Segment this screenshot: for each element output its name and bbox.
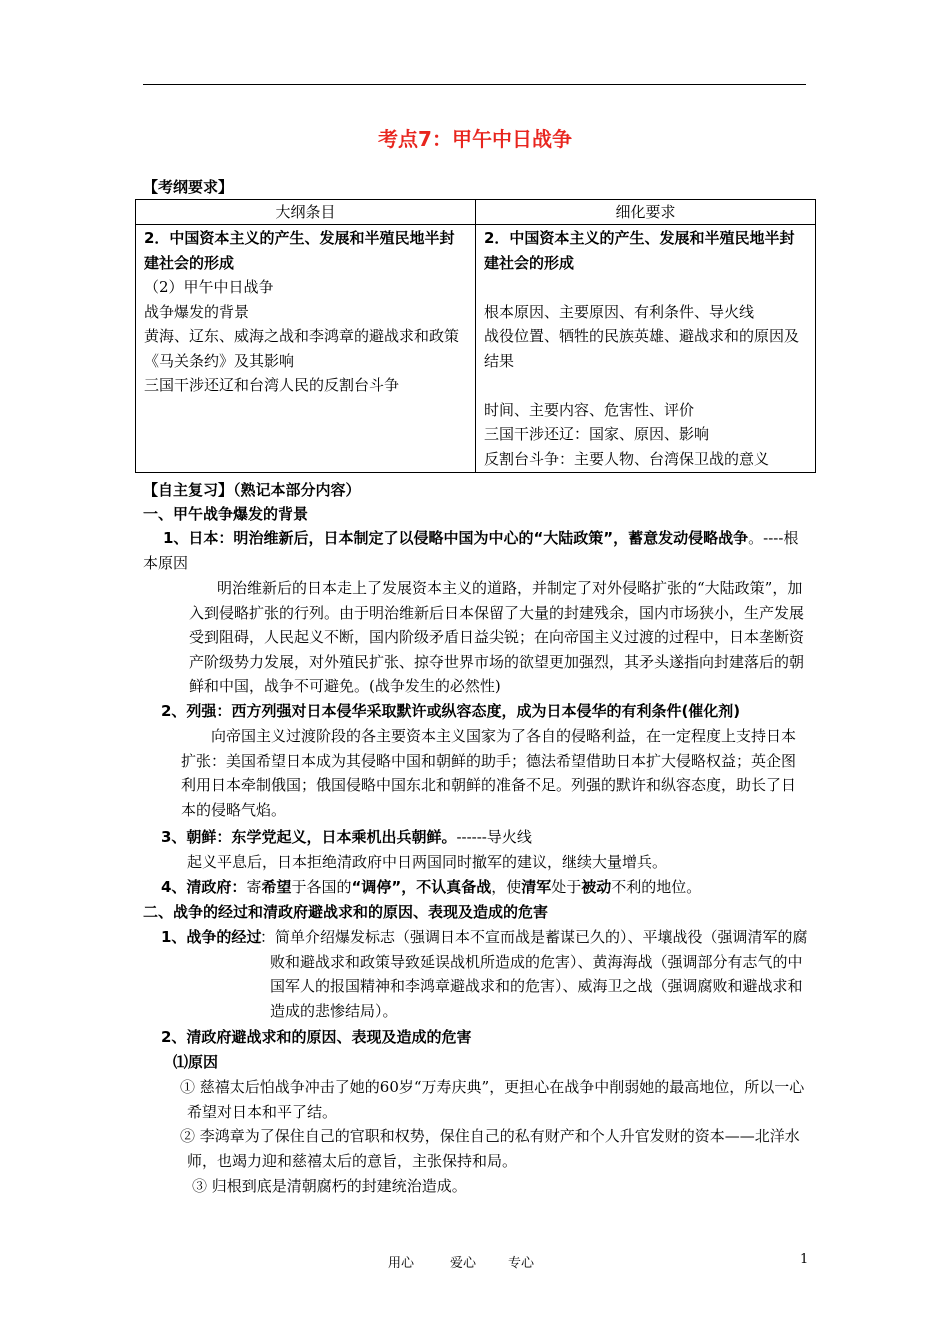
detail-line: 时间、主要内容、危害性、评价 bbox=[484, 400, 695, 419]
point-4-bold: ，不认真备战 bbox=[401, 878, 492, 896]
point-4-text: ，使 bbox=[491, 878, 522, 896]
outline-cell bbox=[136, 225, 476, 473]
s2-2-label: 2、清政府避战求和的原因、表现及造成的危害 bbox=[161, 1028, 472, 1046]
point-1-heading bbox=[143, 526, 813, 575]
point-3-tail: ------导火线 bbox=[456, 828, 532, 846]
point-4-text: 于各国的 bbox=[291, 878, 352, 896]
page-title: 考点7：甲午中日战争 bbox=[378, 127, 572, 151]
point-4-bold: “调停” bbox=[351, 878, 402, 896]
detail-heading: 2．中国资本主义的产生、发展和半殖民地半封建社会的形成 bbox=[484, 229, 795, 272]
outline-line: 《马关条约》及其影响 bbox=[144, 351, 295, 370]
point-2-body: 向帝国主义过渡阶段的各主要资本主义国家为了各自的侵略利益，在一定程度上支持日本扩张：美国希望日本成为其侵略中国和朝鲜的助手；德法希望借助日本扩大侵略权益；英企图利用日本牵制俄国；俄国侵略中国东北和朝鲜的准备不足。列强的默许和纵容态度，助长了日本的侵略气焰。 bbox=[181, 727, 797, 819]
reason-3: ③ 归根到底是清朝腐朽的封建统治造成。 bbox=[192, 1177, 467, 1195]
header-rule bbox=[143, 84, 806, 85]
point-4-text: 不利的地位。 bbox=[611, 878, 702, 896]
kaogang-label: 【考纲要求】 bbox=[143, 178, 234, 196]
section-1-heading: 一、甲午战争爆发的背景 bbox=[143, 505, 309, 523]
point-1-bold: 1、日本：明治维新后，日本制定了以侵略中国为中心的“大陆政策”，蓄意发动侵略战争 bbox=[163, 529, 749, 547]
point-1-body: 明治维新后的日本走上了发展资本主义的道路，并制定了对外侵略扩张的“大陆政策”，加入到侵略扩张的行列。由于明治维新后日本保留了大量的封建残余，国内市场狭小，生产发展受到阻碍，人民起义不断，国内阶级矛盾日益尖锐；在向帝国主义过渡的过程中，日本垄断资产阶级势力发展，对外殖民扩张、掠夺世界市场的欲望更加强烈，其矛头遂指向封建落后的朝鲜和中国，战争不可避免。(战争发生的必然性) bbox=[189, 579, 805, 696]
point-2-heading: 2、列强：西方列强对日本侵华采取默许或纵容态度，成为日本侵华的有利条件(催化剂) bbox=[161, 702, 741, 720]
footer-text: 爱心 bbox=[450, 1256, 477, 1271]
detail-line: 战役位置、牺牲的民族英雄、避战求和的原因及结果 bbox=[484, 327, 800, 370]
outline-line: 三国干涉还辽和台湾人民的反割台斗争 bbox=[144, 376, 400, 394]
section-2-heading: 二、战争的经过和清政府避战求和的原因、表现及造成的危害 bbox=[143, 903, 549, 921]
point-3-body: 起义平息后，日本拒绝清政府中日两国同时撤军的建议，继续大量增兵。 bbox=[187, 853, 668, 871]
point-4-text: 处于 bbox=[551, 878, 582, 896]
table-row bbox=[136, 225, 816, 473]
outline-heading: 2．中国资本主义的产生、发展和半殖民地半封建社会的形成 bbox=[144, 229, 455, 272]
syllabus-table bbox=[135, 199, 816, 473]
reason-1: ① 慈禧太后怕战争冲击了她的60岁“万寿庆典”，更担心在战争中削弱她的最高地位，所以一心希望对日本和平了结。 bbox=[180, 1078, 805, 1121]
page-number: 1 bbox=[800, 1252, 809, 1267]
point-4-bold: 清军 bbox=[521, 878, 552, 896]
point-1-tail: 。----根本原因 bbox=[143, 529, 799, 572]
point-3-bold: 3、朝鲜：东学党起义，日本乘机出兵朝鲜。 bbox=[161, 828, 457, 846]
outline-line: （2）甲午中日战争 bbox=[144, 278, 274, 296]
header-outline-items: 大纲条目 bbox=[136, 200, 476, 225]
point-4-bold: 被动 bbox=[581, 878, 612, 896]
footer-text: 用心 bbox=[388, 1256, 415, 1271]
detail-line: 反割台斗争：主要人物、台湾保卫战的意义 bbox=[484, 449, 770, 468]
header-detail-reqs: 细化要求 bbox=[476, 200, 816, 225]
point-3-heading bbox=[161, 825, 532, 850]
s2-2-sub: ⑴原因 bbox=[173, 1053, 219, 1071]
point-4-text: 寄 bbox=[246, 878, 262, 896]
outline-line: 战争爆发的背景 bbox=[144, 302, 250, 321]
point-4-label: 4、清政府： bbox=[161, 878, 247, 896]
point-4-bold: 希望 bbox=[261, 878, 292, 896]
detail-cell bbox=[476, 225, 816, 473]
s2-1-label: 1、战争的经过 bbox=[161, 928, 262, 946]
detail-line: 三国干涉还辽：国家、原因、影响 bbox=[484, 425, 710, 443]
detail-line: 根本原因、主要原因、有利条件、导火线 bbox=[484, 302, 755, 321]
table-header-row bbox=[136, 200, 816, 225]
reason-2: ② 李鸿章为了保住自己的官职和权势，保住自己的私有财产和个人升官发财的资本——北洋水师，也竭力迎和慈禧太后的意旨，主张保持和局。 bbox=[180, 1127, 800, 1170]
point-4 bbox=[161, 875, 701, 900]
s2-1-body: ：简单介绍爆发标志（强调日本不宣而战是蓄谋已久的）、平壤战役（强调清军的腐败和避战求和政策导致延误战机所造成的危害）、黄海海战（强调部分有志气的中国军人的报国精神和李鸿章避战求和的危害）、威海卫之战（强调腐败和避战求和造成的悲惨结局）。 bbox=[260, 928, 808, 1020]
footer-text: 专心 bbox=[508, 1256, 535, 1271]
outline-line: 黄海、辽东、威海之战和李鸿章的避战求和政策 bbox=[144, 327, 460, 345]
detail-spacer bbox=[484, 373, 807, 398]
detail-spacer bbox=[484, 275, 807, 300]
review-label: 【自主复习】（熟记本部分内容） bbox=[143, 481, 361, 499]
